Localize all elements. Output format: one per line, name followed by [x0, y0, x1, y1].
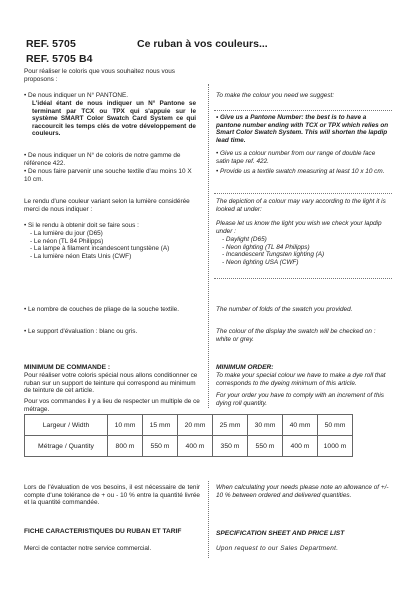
fr-sheet-text: Merci de contacter notre service commercial. [24, 545, 152, 552]
list-item: - La lumière néon Etats Unis (CWF) [30, 252, 132, 260]
divider [214, 110, 392, 111]
en-light-list [222, 236, 390, 266]
ref-primary: REF. 5705 [26, 38, 76, 50]
list-item: - Neon lighting (TL 84 Philipps) [222, 243, 310, 251]
table-cell: 550 m [143, 436, 178, 457]
width-label: Largeur / Width [25, 415, 108, 436]
table-cell: 10 mm [108, 415, 143, 436]
fr-light-intro: Le rendu d'une couleur variant selon la lumière considérée merci de nous indiquer : [24, 198, 190, 213]
table-row [25, 415, 353, 436]
en-min-text: To make your special colour we have to make a dye roll that corresponds to the dyeing minimum of this article. [216, 372, 386, 387]
divider [214, 278, 392, 279]
en-folds: The number of folds of the swatch you provided. [216, 306, 353, 313]
fr-min-text: Pour réaliser votre coloris spécial nous allons conditionner ce ruban sur un support de teinture qui correspond au minimum de teinture de cet article. [24, 372, 198, 394]
table-cell: 400 m [178, 436, 213, 457]
table-cell: 40 mm [283, 415, 318, 436]
table-cell: 800 m [108, 436, 143, 457]
table-cell: 30 mm [248, 415, 283, 436]
fr-folds: • Le nombre de couches de pliage de la souche textile. [24, 306, 180, 313]
list-item: - La lumière du jour (D65) [30, 230, 103, 237]
table-cell: 350 m [213, 436, 248, 457]
en-tolerance: When calculating your needs please note an allowance of +/- 10 % between ordered and delivered quantities. [216, 484, 389, 499]
en-pantone-bullet: • Give us a Pantone Number: the best is to have a pantone number ending with TCX or TPX which relies on Smart Color Swatch System. This will shorten the lapdip lead time. [216, 114, 389, 144]
fr-min-title: MINIMUM DE COMMANDE : [24, 364, 111, 371]
fr-support: • Le support d'évaluation : blanc ou gris. [24, 328, 138, 335]
table-row [25, 436, 353, 457]
list-item: - Le néon (TL 84 Philipps) [30, 237, 104, 245]
ref-secondary: REF. 5705 B4 [26, 53, 93, 65]
column-divider [208, 481, 209, 558]
column-divider [208, 84, 209, 408]
list-item: - Incandescent Tungsten lighting (A) [222, 251, 325, 258]
table-cell: 15 mm [143, 415, 178, 436]
list-item: - Daylight (D65) [222, 236, 267, 243]
table-cell: 400 m [283, 436, 318, 457]
en-support: The colour of the display the swatch will be checked on : white or grey. [216, 328, 376, 343]
table-cell: 1000 m [318, 436, 353, 457]
table-cell: 25 mm [213, 415, 248, 436]
list-item: - La lampe à filament incandescent tungstène (A) [30, 245, 170, 252]
en-bullet-range: • Give us a colour number from our range of double face satin tape ref. 422. [216, 150, 376, 165]
en-sheet-title: SPECIFICATION SHEET AND PRICE LIST [216, 530, 345, 537]
fr-light-bullet: • Si le rendu à obtenir doit se faire sous : [24, 222, 139, 229]
en-sheet-text: Upon request to our Sales Department. [216, 545, 339, 552]
en-light-ask: Please let us know the light you wish we check your lapdip under : [216, 220, 382, 235]
fr-bullet-swatch: • De nous faire parvenir une souche textile d'au moins 10 X 10 cm. [24, 168, 192, 183]
fr-tolerance: Lors de l'évaluation de vos besoins, il est nécessaire de tenir compte d'une tolérance de + ou - 10 % entre la quantité livrée et la quantité commandée. [24, 484, 200, 506]
fr-pantone-note: L'idéal étant de nous indiquer un N° Pantone se terminant par TCX ou TPX qui s'appuie sur le système SMART Color Swatch Card System ce qui raccourcit les temps clés de votre développement de couleurs. [32, 100, 196, 137]
en-intro: To make the colour you need we suggest: [216, 92, 335, 99]
en-min-title: MINIMUM ORDER: [216, 364, 274, 371]
table-cell: 50 mm [318, 415, 353, 436]
page-title: Ce ruban à vos couleurs... [137, 38, 268, 50]
length-label: Métrage / Quantity [25, 436, 108, 457]
divider [214, 193, 392, 194]
fr-intro: Pour réaliser le coloris que vous souhaitez nous vous proposons : [24, 68, 175, 83]
table-cell: 20 mm [178, 415, 213, 436]
table-cell: 550 m [248, 436, 283, 457]
en-min-text2: For your order you have to comply with an increment of this dying roll quantity. [216, 392, 385, 407]
en-light-intro: The depiction of a colour may vary according to the light it is looked at under: [216, 198, 386, 213]
fr-sheet-title: FICHE CARACTERISTIQUES DU RUBAN ET TARIF [24, 528, 182, 535]
fr-min-text2: Pour vos commandes il y a lieu de respecter un multiple de ce métrage. [24, 398, 200, 413]
list-item: - Neon lighting USA (CWF) [222, 258, 299, 266]
fr-bullet-range: • De nous indiquer un N° de coloris de notre gamme de référence 422. [24, 152, 181, 167]
spec-table [24, 414, 353, 457]
fr-light-list [30, 230, 200, 260]
fr-pantone-bullet: • De nous indiquer un N° PANTONE. [24, 92, 129, 99]
en-bullet-swatch: • Provide us a textile swatch measuring at least 10 x 10 cm. [216, 168, 385, 175]
